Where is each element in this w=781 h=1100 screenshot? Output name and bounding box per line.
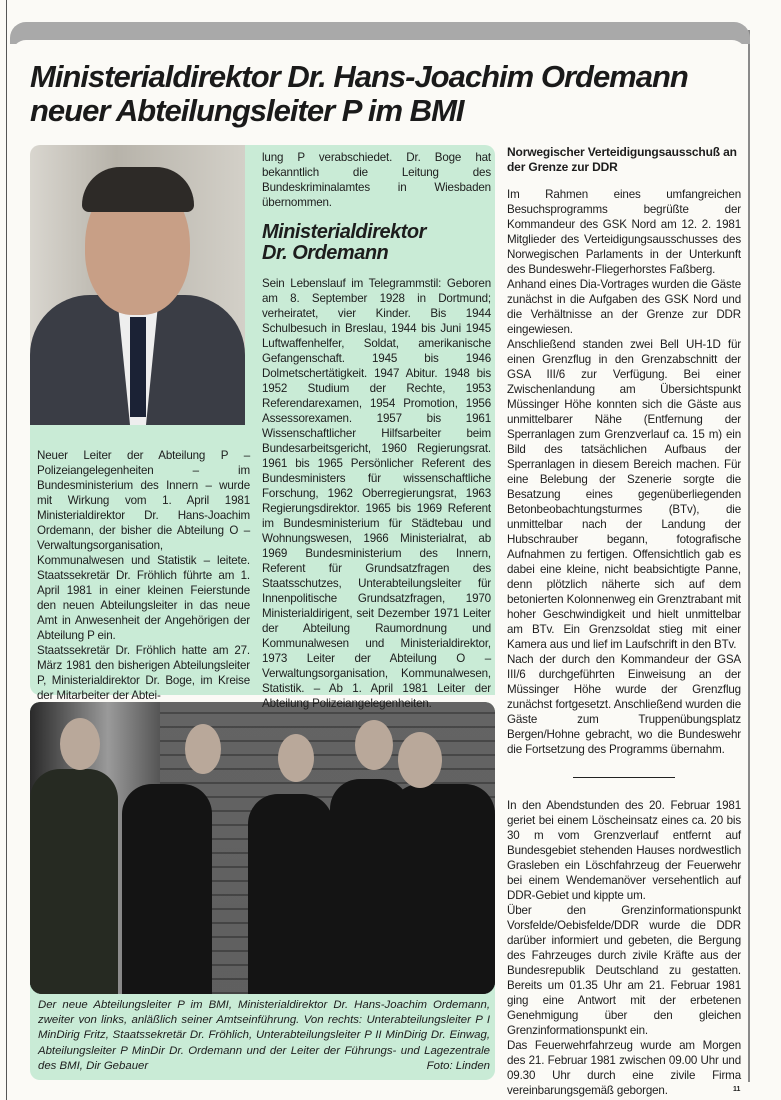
biography: Sein Lebenslauf im Telegrammstil: Geboren am 8. September 1928 in Dortmund; verheiratet, vier Kinder. Bis 1944 Schulbesuch in Breslau, 1944 bis Juni 1945 Luftwaffenhelfer, Soldat, amerikanische Gefangenschaft. 1945 bis 1946 Dolmetschertätigkeit. 1947 Abitur. 1948 bis 1952 Studium der Rechte, 1953 Referendarexamen, 1954 Promotion, 1956 Assessorexamen. 1957 bis 1961 Wissenschaftlicher Hilfsarbeiter beim Bundesarbeitsgericht, 1960 Regierungsrat. 1961 bis 1965 Persönlicher Referent des Bundesministers für wissenschaftliche Forschung, 1962 Oberregierungsrat, 1963 Regierungsdirektor. 1965 bis 1969 Referent im Bundesministerium für Städtebau und Wohnungswesen, 1966 Ministerialrat, ab 1969 Bundesministerium des Innern, Referent für Grundsatzfragen des Staatsschutzes, Unterabteilungsleiter für Innenpolitische Grundsatzfragen, 1970 Ministerialdirigent, seit Dezember 1971 Leiter der Abteilung Raumordnung und Kommunalwesen und Ministerialdirektor, 1973 Leiter der Abteilung O – Verwaltungsorganisation, Kommunalwesen, Statistik. – Ab 1. April 1981 Leiter der Abteilung Polizeiangelegenheiten. [262, 277, 491, 710]
subheading-line-2: Dr. Ordemann [262, 242, 389, 264]
left-column-text [37, 448, 250, 703]
paragraph: lung P verabschiedet. Dr. Boge hat bekanntlich die Leitung des Bundeskriminalamtes in Wiesbaden übernommen. [262, 151, 491, 209]
middle-column-text [262, 150, 491, 711]
column-rule [748, 30, 750, 1082]
paragraph: Über den Grenzinformationspunkt Vorsfelde/Oebisfelde/DDR wurde die DDR darüber informiert und gebeten, die Bergung des Fahrzeuges durch zivile Kräfte aus der Bundesrepublik Deutschland zu gestatten. Bereits um 01.35 Uhr am 21. Februar 1981 ging eine Antwort mit der erbetenen Genehmigung über den gleichen Grenzinformationspunkt ein. [507, 904, 741, 1037]
paragraph: Nach der durch den Kommandeur der GSA III/6 durchgeführten Einweisung an der Müssinger Höhe wurde der Grenzflug zunächst fortgesetzt. Anschließend wurden die Gäste zum Truppenübungsplatz Bergen/Hohne gebracht, wo die Bundeswehr die Fortsetzung des Programms übernahm. [507, 653, 741, 756]
title-line-2: neuer Abteilungsleiter P im BMI [30, 93, 464, 128]
paragraph: Anschließend standen zwei Bell UH-1D für einen Grenzflug in den Grenzabschnitt der GSA III/6 zur Verfügung. Bei einer Zwischenlandung am Übersichtspunkt Müssinger Höhe konnten sich die Gäste aus unmittelbarer Nähe (Entfernung der Sperranlagen zum Grenzverlauf ca. 15 m) ein Bild des tatsächlichen Aufbaus der Sperranlagen in diesem Bereich machen. Für eine Belebung der Szenerie sorgte die Besatzung eines gegenüberliegenden Betonbeobachtungsturmes (BTv), die unmittelbar nach der Landung der Hubschrauber begann, fotografische Aufnahmen zu fertigen. Offensichtlich gab es dabei eine kleine, nicht beabsichtigte Panne, denn plötzlich näherte sich auf dem betonierten Kolonnenweg ein Grenztrabant mit hoher Geschwindigkeit und hielt unmittelbar am BTv. Ein Grenzsoldat stieg mit einer Kamera aus und lief im Laufschrift in den BTv. [507, 338, 741, 651]
section-heading: Norwegischer Verteidigungsausschuß an der Grenze zur DDR [507, 145, 737, 174]
page-edge-line [6, 0, 7, 1100]
paragraph: In den Abendstunden des 20. Februar 1981 geriet bei einem Löscheinsatz eines ca. 20 bis 30 m vom Grenzverlauf entfernt auf Bundesgebiet stehenden Hauses nordwestlich Grasleben ein Löschfahrzeug der Feuerwehr bei einem Wendemanöver versehentlich auf DDR-Gebiet und kippte um. [507, 799, 741, 902]
page-number: 11 [733, 1086, 741, 1093]
subheading-line-1: Ministerialdirektor [262, 221, 426, 243]
paragraph: Anhand eines Dia-Vortrages wurden die Gäste zunächst in die Aufgaben des GSK Nord und die Verhältnisse an der Grenze zur DDR eingewiesen. [507, 278, 741, 336]
caption-text: Der neue Abteilungsleiter P im BMI, Ministerialdirektor Dr. Hans-Joachim Ordemann, zweiter von links, anläßlich seiner Amtseinführung. Von rechts: Unterabteilungsleiter P I MinDirig Fritz, Staatssekretär Dr. Fröhlich, Unterabteilungsleiter P II MinDirig Dr. Einwag, Abteilungsleiter P MinDir Dr. Ordemann und der Leiter der Führungs- und Lagezentrale des BMI, Dir Gebauer [38, 999, 490, 1072]
subheading [262, 222, 491, 264]
photo-caption [38, 998, 490, 1074]
paragraph: Neuer Leiter der Abteilung P – Polizeiangelegenheiten – im Bundesministerium des Innern – wurde mit Wirkung vom 1. April 1981 Ministerialdirektor Dr. Hans-Joachim Ordemann, der bisher die Abteilung O – Verwaltungsorganisation, Kommunalwesen und Statistik – leitete. Staatssekretär Dr. Fröhlich führte am 1. April 1981 in einer kleinen Feierstunde den neuen Abteilungsleiter in das neue Amt in Anwesenheit der Angehörigen der Abteilung P ein. [37, 449, 250, 642]
header-banner-inner [12, 40, 746, 60]
paragraph: Staatssekretär Dr. Fröhlich hatte am 27. März 1981 den bisherigen Abteilungsleiter P, Ministerialdirektor Dr. Boge, im Kreise der Mitarbeiter der Abtei- [37, 644, 250, 702]
right-column-text [507, 145, 741, 1098]
paragraph: Im Rahmen eines umfangreichen Besuchsprogramms begrüßte der Kommandeur des GSK Nord am 12. 2. 1981 Mitglieder des Verteidigungsausschusses des Norwegischen Parlaments in der Unterkunft des Bundeswehr-Fliegerhorstes Faßberg. [507, 188, 741, 276]
group-photo-box [30, 702, 495, 1080]
article-title [30, 60, 740, 128]
group-photo [30, 702, 495, 994]
paragraph: Das Feuerwehrfahrzeug wurde am Morgen des 21. Februar 1981 zwischen 09.00 Uhr und 09.30 Uhr durch eine zivile Firma vereinbarungsgemäß geborgen. [507, 1039, 741, 1097]
photo-credit: Foto: Linden [426, 1059, 490, 1072]
title-line-1: Ministerialdirektor Dr. Hans-Joachim Ordemann [30, 59, 688, 94]
section-divider [573, 777, 675, 778]
portrait-photo [30, 145, 245, 425]
